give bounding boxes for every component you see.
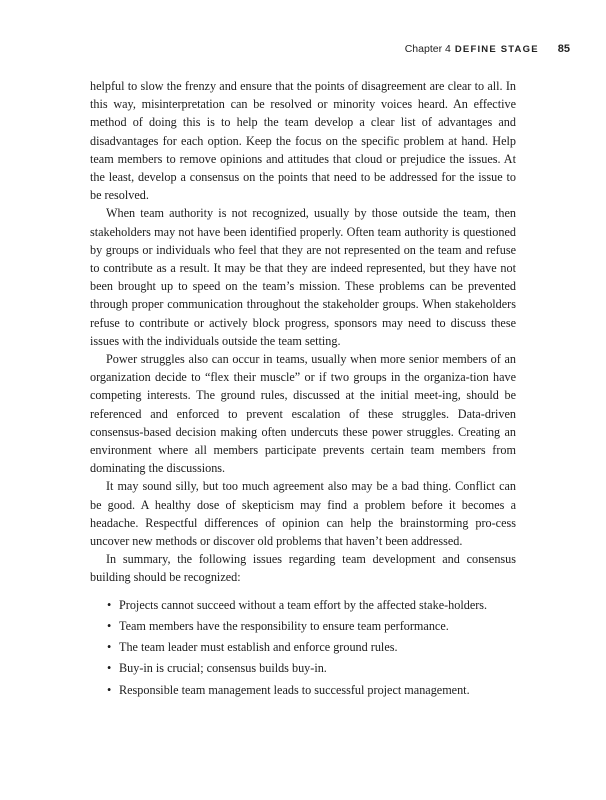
paragraph: When team authority is not recognized, usually by those outside the team, then stakeholders may not have been identified properly. Often team authority is questioned by groups or individuals who feel that they are not represented on the team and refuse to contribute as a result. It may be that they are indeed represented, but they have not been brought up to speed on the team’s mission. These problems can be prevented through proper communication throughout the stakeholder groups. When stakeholders refuse to contribute or actively block progress, sponsors may need to discuss these issues with the individuals outside the team setting. [90, 206, 516, 348]
bullet-icon: • [107, 618, 112, 633]
paragraph: Power struggles also can occur in teams, usually when more senior members of an organization decide to “flex their muscle” or if two groups in the organiza-tion have competing interests. The ground rules, discussed at the initial meet-ing, should be referenced and enforced to prevent escalation of these struggles. Data-driven consensus-based decision making often undercuts these power struggles. Creating an environment where all members participate prevents certain team members from dominating the discussions. [90, 352, 516, 476]
paragraph: In summary, the following issues regarding team development and consensus building should be recognized: [90, 552, 516, 585]
list-item [90, 596, 516, 614]
bullet-icon: • [107, 682, 112, 697]
page-number: 85 [557, 43, 570, 55]
list-item [90, 659, 516, 677]
list-item [90, 681, 516, 699]
bullet-icon: • [107, 597, 112, 612]
list-item-text: Team members have the responsibility to ensure team performance. [119, 618, 449, 633]
running-head [405, 43, 570, 55]
list-item-text: Responsible team management leads to successful project management. [119, 682, 470, 697]
bullet-icon: • [107, 640, 112, 655]
chapter-label: Chapter 4 [404, 43, 451, 55]
list-item-text: Projects cannot succeed without a team effort by the affected stake-holders. [119, 597, 488, 612]
body-text [90, 77, 516, 702]
bullet-icon: • [107, 661, 112, 676]
list-item [90, 617, 516, 635]
bullet-list [90, 596, 516, 699]
list-item [90, 638, 516, 656]
list-item-text: The team leader must establish and enforce ground rules. [119, 640, 398, 655]
list-item-text: Buy-in is crucial; consensus builds buy-in. [119, 661, 327, 676]
section-title: DEFINE STAGE [454, 44, 539, 55]
paragraph: It may sound silly, but too much agreement also may be a bad thing. Conflict can be good. A healthy dose of skepticism may find a problem before it becomes a headache. Respectful differences of opinion can help the brainstorming pro-cess uncover new methods or discover old problems that haven’t been addressed. [90, 479, 516, 549]
paragraph: helpful to slow the frenzy and ensure that the points of disagreement are clear to all. In this way, misinterpretation can be resolved or minority voices heard. An effective method of doing this is to help the team develop a clear list of advantages and disadvantages for each option. Keep the focus on the specific problem at hand. Help team members to remove opinions and attitudes that cloud or prejudice the issues. At the least, develop a consensus on the points that need to be addressed for the issue to be resolved. [90, 79, 516, 203]
